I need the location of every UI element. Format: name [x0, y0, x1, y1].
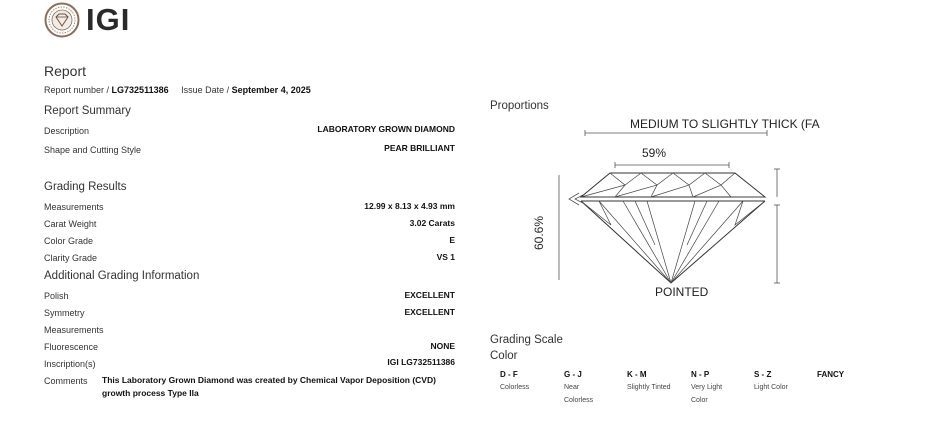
grading-scale-subheading: Color	[490, 350, 518, 362]
comments-value: This Laboratory Grown Diamond was created by Chemical Vapor Deposition (CVD) growth process Type IIa	[102, 375, 436, 398]
additional-row-label: Polish	[44, 291, 69, 301]
grading-scale-heading: Grading Scale	[490, 334, 563, 346]
color-scale-item	[627, 370, 687, 394]
scale-code: K - M	[627, 370, 647, 379]
color-scale-item	[564, 370, 604, 407]
culet-label: POINTED	[655, 285, 709, 299]
additional-row-value: EXCELLENT	[404, 307, 455, 317]
report-number: LG732511386	[111, 85, 169, 95]
summary-row-label: Description	[44, 126, 90, 136]
summary-row-label: Shape and Cutting Style	[44, 145, 142, 155]
scale-desc: Light Color	[754, 384, 788, 391]
additional-row-label: Fluorescence	[44, 342, 99, 352]
issue-date: September 4, 2025	[231, 85, 311, 95]
report-number-line	[44, 85, 311, 95]
additional-row-label: Inscription(s)	[44, 359, 96, 369]
additional-row-value: NONE	[430, 341, 455, 351]
grading-row-value: E	[449, 235, 455, 245]
grading-row-value: VS 1	[436, 252, 455, 262]
igi-seal-icon	[44, 2, 80, 38]
igi-logo	[44, 2, 184, 38]
scale-desc: Colorless	[500, 384, 530, 391]
report-number-label: Report number /	[44, 85, 110, 95]
grading-row-label: Clarity Grade	[44, 253, 98, 263]
additional-row-value: IGI LG732511386	[387, 357, 455, 367]
additional-row-value: EXCELLENT	[404, 290, 455, 300]
grading-row-label: Carat Weight	[44, 219, 97, 229]
summary-row-value: PEAR BRILLIANT	[384, 143, 455, 153]
scale-code: FANCY	[817, 370, 845, 379]
report-heading: Report	[44, 63, 87, 79]
color-scale-item	[500, 370, 555, 394]
color-scale-item	[754, 370, 814, 394]
summary-row-value: LABORATORY GROWN DIAMOND	[317, 124, 455, 134]
color-scale-item	[691, 370, 735, 407]
grading-row-label: Color Grade	[44, 236, 94, 246]
grading-row-value: 12.99 x 8.13 x 4.93 mm	[364, 201, 455, 211]
scale-code: S - Z	[754, 370, 772, 379]
depth-percent: 60.6%	[532, 215, 546, 250]
table-percent: 59%	[642, 146, 667, 160]
logo-text: IGI	[86, 2, 131, 37]
scale-desc: Very Light Color	[691, 384, 723, 404]
summary-heading: Report Summary	[44, 105, 131, 117]
diamond-proportions-diagram	[555, 125, 795, 290]
scale-code: G - J	[564, 370, 582, 379]
scale-desc: Slightly Tinted	[627, 384, 671, 391]
scale-code: D - F	[500, 370, 518, 379]
additional-heading: Additional Grading Information	[44, 270, 200, 282]
grading-row-value: 3.02 Carats	[409, 218, 455, 228]
issue-date-label: Issue Date /	[181, 85, 230, 95]
grading-row-label: Measurements	[44, 202, 104, 212]
scale-desc: Near Colorless	[564, 384, 594, 404]
proportions-heading: Proportions	[490, 100, 549, 112]
color-scale-item	[817, 370, 867, 379]
girdle-label: MEDIUM TO SLIGHTLY THICK (FA	[630, 117, 820, 131]
comments-label: Comments	[44, 376, 88, 386]
diamond-facets	[581, 173, 765, 283]
grading-heading: Grading Results	[44, 181, 127, 193]
additional-row-label: Symmetry	[44, 308, 85, 318]
scale-code: N - P	[691, 370, 710, 379]
additional-row-label: Measurements	[44, 325, 104, 335]
